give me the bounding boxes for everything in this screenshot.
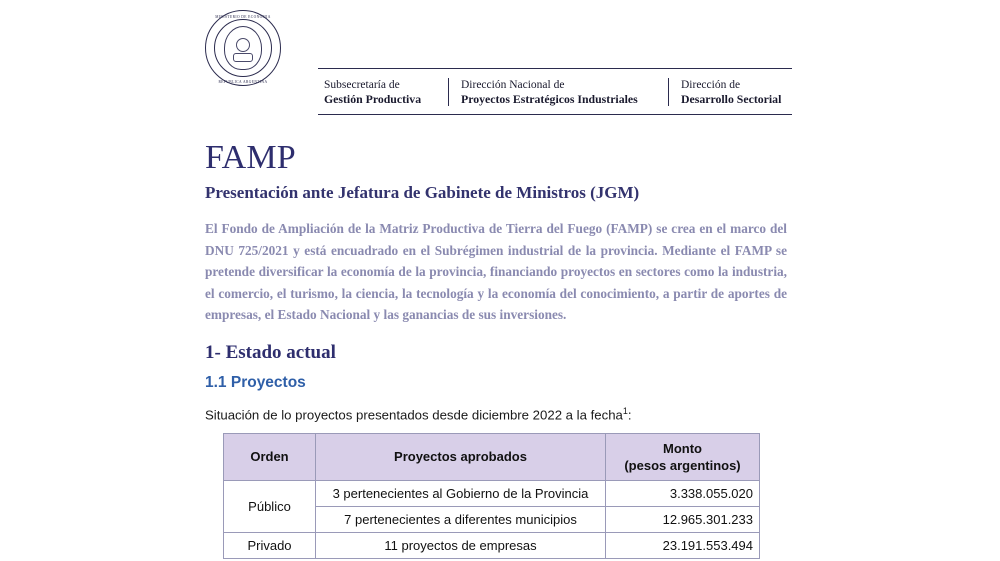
table-header-row-group — [224, 433, 760, 480]
table-intro-suffix: : — [627, 406, 632, 422]
cell-monto-3: 23.191.553.494 — [606, 532, 760, 558]
cell-orden-publico: Público — [224, 480, 316, 532]
seal-text-top: MINISTERIO DE ECONOMIA — [215, 14, 271, 19]
cell-orden-privado: Privado — [224, 532, 316, 558]
masthead-column-1 — [318, 78, 448, 106]
masthead-1-line1: Subsecretaría de — [324, 78, 400, 91]
masthead — [318, 68, 792, 115]
document-header — [0, 0, 1000, 122]
masthead-column-2 — [448, 78, 668, 106]
footnote-marker: 1 — [622, 405, 628, 416]
masthead-3-line1: Dirección de — [681, 78, 741, 91]
seal-sun-icon — [236, 38, 250, 52]
column-header-proyectos: Proyectos aprobados — [316, 433, 606, 480]
projects-table — [223, 433, 760, 559]
column-header-orden: Orden — [224, 433, 316, 480]
seal-text-bottom: REPUBLICA ARGENTINA — [218, 80, 268, 84]
projects-table-wrapper — [223, 433, 759, 559]
masthead-2-line1: Dirección Nacional de — [461, 78, 565, 91]
document-body — [205, 138, 787, 559]
masthead-3-line2: Desarrollo Sectorial — [681, 91, 782, 106]
section-heading-1: 1- Estado actual — [205, 341, 336, 363]
cell-monto-2: 12.965.301.233 — [606, 506, 760, 532]
cell-proyecto-2: 7 pertenecientes a diferentes municipios — [316, 506, 606, 532]
table-row — [224, 480, 760, 506]
cell-proyecto-3: 11 proyectos de empresas — [316, 532, 606, 558]
cell-proyecto-1: 3 pertenecientes al Gobierno de la Provincia — [316, 480, 606, 506]
masthead-column-3 — [668, 78, 792, 106]
column-header-monto-line1: Monto — [663, 440, 702, 456]
argentina-ministry-seal-icon — [205, 10, 283, 88]
table-header-row — [224, 433, 760, 480]
section-heading-1-1: 1.1 Proyectos — [205, 373, 306, 391]
page-title: FAMP — [205, 139, 296, 176]
masthead-1-line2: Gestión Productiva — [324, 91, 422, 106]
column-header-monto — [606, 433, 760, 480]
table-intro-line — [205, 402, 787, 424]
seal-clasped-hands-icon — [233, 53, 253, 62]
table-intro-text: Situación de lo proyectos presentados desde diciembre 2022 a la fecha — [205, 406, 623, 422]
column-header-monto-line2: (pesos argentinos) — [624, 457, 741, 473]
page-subtitle: Presentación ante Jefatura de Gabinete de Ministros (JGM) — [205, 183, 640, 202]
masthead-2-line2: Proyectos Estratégicos Industriales — [461, 91, 638, 106]
cell-monto-1: 3.338.055.020 — [606, 480, 760, 506]
table-row — [224, 532, 760, 558]
table-body — [224, 480, 760, 558]
abstract-paragraph: El Fondo de Ampliación de la Matriz Productiva de Tierra del Fuego (FAMP) se crea en el marco del DNU 725/2021 y está encuadrado en el Subrégimen industrial de la provincia. Mediante el FAMP se pretende diversificar la economía de la provincia, financiando proyectos en sectores como la industria, el comercio, el turismo, la ciencia, la tecnología y la economía del conocimiento, a partir de aportes de empresas, el Estado Nacional y las ganancias de sus inversiones. — [205, 221, 787, 322]
